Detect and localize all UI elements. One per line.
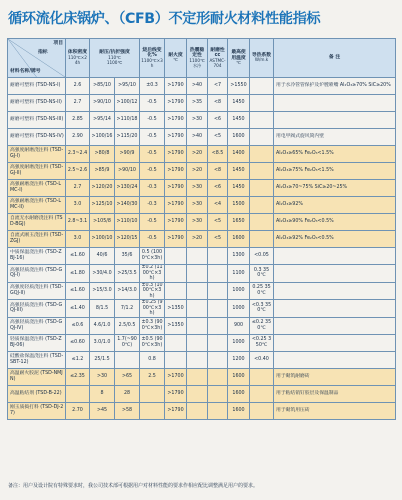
header-thermal-shock: 热震稳定性 1100℃水冷	[187, 39, 208, 78]
conductivity-cell	[250, 385, 274, 402]
refractoriness-cell	[165, 334, 187, 351]
conductivity-cell	[250, 197, 274, 214]
thermal-shock-cell: >30	[187, 180, 208, 197]
thermal-shock-cell: >20	[187, 231, 208, 248]
refractoriness-cell	[165, 351, 187, 368]
pcle-cell: -0.3	[140, 197, 165, 214]
header-material-name: 材料名称/牌号	[10, 69, 41, 75]
remark-cell: Al₂O₃≥92%	[274, 197, 396, 214]
table-row	[8, 265, 396, 283]
abrasion-cell: <8	[208, 163, 228, 180]
remark-cell: Al₂O₃≥65% Fe₂O₃<1.5%	[274, 146, 396, 163]
density-cell: 2.70	[66, 402, 90, 419]
density-cell: ≤2.35	[66, 368, 90, 385]
refractoriness-cell: >1790	[165, 385, 187, 402]
density-cell: ≤0.6	[66, 317, 90, 334]
strength-110-cell: >105/8	[90, 214, 115, 231]
thermal-shock-cell: >30	[187, 214, 208, 231]
remark-cell	[274, 112, 396, 129]
table-row	[8, 163, 396, 180]
thermal-shock-cell: >30	[187, 197, 208, 214]
refractoriness-cell: >1790	[165, 180, 187, 197]
table-row	[8, 317, 396, 334]
conductivity-cell: 0.3 350℃	[250, 265, 274, 283]
conductivity-cell	[250, 231, 274, 248]
refractoriness-cell: >1700	[165, 368, 187, 385]
page-title: 循环流化床锅炉、（CFB）不定形耐火材料性能指标	[8, 11, 321, 27]
remark-cell	[274, 248, 396, 265]
strength-110-cell: >100/16	[90, 129, 115, 146]
remark-cell: 用电甲阀式旋风筒内壁	[274, 129, 396, 146]
conductivity-cell: <0.40	[250, 351, 274, 368]
strength-1100-cell: >90/10	[115, 163, 140, 180]
table-row	[8, 95, 396, 112]
conductivity-cell	[250, 180, 274, 197]
density-cell: 2.85	[66, 112, 90, 129]
pcle-cell: 2.5	[140, 368, 165, 385]
density-cell: 2.90	[66, 129, 90, 146]
footer-note: 备注：用户及设计院有特殊要求时，我公司技术部可根据用户对材料性能的要求作相应配比调整满足用户的要求。	[8, 483, 259, 489]
pcle-cell: ±0.25 (900℃×3h)	[141, 300, 163, 317]
pcle-cell: -0.5	[140, 163, 165, 180]
max-temp-cell: 1450	[228, 95, 250, 112]
strength-1100-cell: 2.5/0.5	[115, 317, 140, 334]
table-row	[8, 334, 396, 351]
remark-cell	[274, 300, 396, 318]
abrasion-cell: <5	[208, 231, 228, 248]
abrasion-cell	[208, 334, 228, 351]
thermal-shock-cell	[187, 334, 208, 351]
header-max-temp: 最高使用温度 ℃	[228, 39, 250, 78]
thermal-shock-cell	[187, 385, 208, 402]
remark-cell	[274, 95, 396, 112]
density-cell: 3.0	[66, 231, 90, 248]
material-name-cell: 耐磨可塑料 (TSD-NS-III)	[8, 112, 66, 129]
thermal-shock-cell: >40	[187, 78, 208, 95]
material-name-cell: 高强轻质浇注料 (TSD-GQJ-III)	[8, 300, 66, 318]
abrasion-cell: <8.5	[208, 146, 228, 163]
material-name-cell: 硅酸盐保温浇注料 (TSD-SBT-12)	[8, 351, 66, 368]
remark-cell: Al₂O₃≥92% Fe₂O₃<0.5%	[274, 231, 396, 248]
max-temp-cell: 1300	[228, 248, 250, 265]
refractoriness-cell: >1350	[165, 317, 187, 334]
remark-cell: 用于砌筑耐磨砖	[274, 368, 396, 385]
material-name-cell: 中质保温浇注料 (TSD-ZBJ-16)	[8, 248, 66, 265]
abrasion-cell	[208, 248, 228, 265]
thermal-shock-cell	[187, 351, 208, 368]
material-name-cell: 轻质保温浇注料 (TSD-ZBJ-06)	[8, 334, 66, 351]
header-density: 体积密度 110℃×24h	[66, 39, 90, 78]
pcle-cell: -0.5	[140, 214, 165, 231]
pcle-cell: ±0.5 (900℃×3h)	[140, 334, 165, 351]
strength-110-cell: 8	[90, 385, 115, 402]
refractoriness-cell: >1790	[165, 163, 187, 180]
thermal-shock-cell: >35	[187, 95, 208, 112]
thermal-shock-cell: >20	[187, 163, 208, 180]
thermal-shock-cell	[187, 317, 208, 334]
table-row	[8, 214, 396, 231]
conductivity-cell: 0.25 350℃	[250, 282, 274, 300]
conductivity-cell: <0.05	[250, 248, 274, 265]
pcle-cell: -0.5	[140, 95, 165, 112]
pcle-cell: 0.8	[140, 351, 165, 368]
header-index: 指标	[38, 50, 48, 55]
strength-1100-cell: >25/3.5	[115, 265, 140, 283]
thermal-shock-cell: >20	[187, 146, 208, 163]
material-name-cell: 自流无水耐磨浇注料 (TSD-BGJ)	[8, 214, 66, 231]
thermal-shock-cell: >30	[187, 112, 208, 129]
strength-1100-cell: >65	[115, 368, 140, 385]
strength-1100-cell: >90/9	[115, 146, 140, 163]
thermal-shock-cell	[187, 368, 208, 385]
thermal-shock-cell	[187, 282, 208, 300]
strength-110-cell: >15/3.0	[90, 282, 115, 300]
abrasion-cell: <5	[208, 129, 228, 146]
pcle-cell: -0.5	[140, 112, 165, 129]
table-row	[8, 385, 396, 402]
strength-1100-cell: 28	[115, 385, 140, 402]
refractoriness-cell: >1790	[165, 129, 187, 146]
header-remarks: 备 注	[274, 39, 396, 78]
conductivity-cell	[250, 78, 274, 95]
strength-1100-cell: >140/30	[115, 197, 140, 214]
pcle-cell: -0.5	[140, 231, 165, 248]
header-pcle: 烧后线变化% 1100℃×3h	[140, 39, 165, 78]
table-row	[8, 78, 396, 95]
strength-110-cell: >125/10	[90, 197, 115, 214]
abrasion-cell	[208, 402, 228, 419]
density-cell: ≤1.2	[66, 351, 90, 368]
conductivity-cell: <0.3 350℃	[250, 300, 274, 318]
max-temp-cell: 1600	[228, 402, 250, 419]
abrasion-cell: <5	[208, 214, 228, 231]
max-temp-cell: 1600	[228, 368, 250, 385]
table-row	[8, 146, 396, 163]
thermal-shock-cell: >40	[187, 129, 208, 146]
density-cell: 2.8~3.1	[66, 214, 90, 231]
conductivity-cell	[250, 112, 274, 129]
strength-110-cell: >80/8	[90, 146, 115, 163]
conductivity-cell	[250, 129, 274, 146]
header-corner	[8, 39, 66, 78]
strength-110-cell: >85/10	[90, 78, 115, 95]
material-name-cell: 高强轻质浇注料 (TSD-GQJ-IV)	[8, 317, 66, 334]
strength-1100-cell: 7/1.2	[115, 300, 140, 318]
header-strength: 耐压/抗折强度 110℃ 1100℃	[90, 39, 140, 78]
refractoriness-cell: >1790	[165, 112, 187, 129]
pcle-cell	[140, 385, 165, 402]
header-refractoriness: 耐火度 ℃	[165, 39, 187, 78]
material-name-cell: 高温耐火胶泥 (TSD-NMJN)	[8, 368, 66, 385]
table-row	[8, 231, 396, 248]
max-temp-cell: 1500	[228, 197, 250, 214]
conductivity-cell: ≤0.2 350℃	[250, 317, 274, 334]
conductivity-cell: <0.25 350℃	[250, 334, 274, 351]
thermal-shock-cell	[187, 300, 208, 318]
table-row	[8, 300, 396, 318]
material-name-cell: 高强度轻质浇注料 (TSD-GQJ-II)	[8, 282, 66, 300]
max-temp-cell: 1000	[228, 334, 250, 351]
strength-1100-cell: >115/20	[115, 129, 140, 146]
abrasion-cell	[208, 385, 228, 402]
strength-1100-cell: 1.7(~900℃)	[115, 334, 140, 351]
material-name-cell: 高强耐磨浇注料 (TSD-LMC-II)	[8, 197, 66, 214]
material-name-cell: 高强度耐磨浇注料 (TSD-GJ-I)	[8, 146, 66, 163]
table-row	[8, 197, 396, 214]
strength-1100-cell: >58	[115, 402, 140, 419]
abrasion-cell	[208, 282, 228, 300]
header-conductivity: 导热系数 W/m.k	[250, 39, 274, 78]
strength-110-cell: >90/10	[90, 95, 115, 112]
table-row	[8, 248, 396, 265]
refractoriness-cell	[165, 265, 187, 283]
abrasion-cell	[208, 265, 228, 283]
material-name-cell: 高强轻质浇注料 (TSD-GQJ-I)	[8, 265, 66, 283]
remark-cell	[274, 317, 396, 334]
material-name-cell: 高温粘结剂 (TSD-B-22)	[8, 385, 66, 402]
strength-110-cell: 8/1.5	[90, 300, 115, 318]
strength-1100-cell: 35/6	[115, 248, 140, 265]
remark-cell	[274, 334, 396, 351]
refractoriness-cell: >1790	[165, 402, 187, 419]
conductivity-cell	[250, 214, 274, 231]
pcle-cell: ±0.3	[140, 78, 165, 95]
strength-1100-cell: >110/10	[115, 214, 140, 231]
table-row	[8, 368, 396, 385]
density-cell: 2.7	[66, 180, 90, 197]
abrasion-cell: <8	[208, 95, 228, 112]
refractoriness-cell	[165, 282, 187, 300]
remark-cell: 用于粘结销钉胶层及保温制品	[274, 385, 396, 402]
abrasion-cell: <4	[208, 197, 228, 214]
strength-110-cell: 3.0/1.0	[90, 334, 115, 351]
conductivity-cell	[250, 368, 274, 385]
table-row	[8, 402, 396, 419]
max-temp-cell: >1550	[228, 78, 250, 95]
pcle-cell: ±0.3 (900℃×3h)	[140, 317, 165, 334]
table-row	[8, 180, 396, 197]
pcle-cell: -0.3	[140, 180, 165, 197]
pcle-cell: ±0.3 (1000℃×3h)	[141, 282, 163, 299]
strength-110-cell: >100/10	[90, 231, 115, 248]
abrasion-cell	[208, 317, 228, 334]
density-cell: ≤0.60	[66, 334, 90, 351]
refractoriness-cell: >1790	[165, 146, 187, 163]
abrasion-cell	[208, 368, 228, 385]
material-name-cell: 自流式刚玉浇注料 (TSD-ZGJ)	[8, 231, 66, 248]
remark-cell: Al₂O₃≥90% Fe₂O₃<0.5%	[274, 214, 396, 231]
remark-cell	[274, 351, 396, 368]
remark-cell: Al₂O₃≥70~75% SiC≥20~25%	[274, 180, 396, 197]
strength-1100-cell: >130/24	[115, 180, 140, 197]
conductivity-cell	[250, 95, 274, 112]
strength-110-cell: 40/6	[90, 248, 115, 265]
table-row	[8, 282, 396, 300]
remark-cell: 用于砌筑用压砖	[274, 402, 396, 419]
abrasion-cell	[208, 351, 228, 368]
material-name-cell: 耐磨可塑料 (TSD-NS-II)	[8, 95, 66, 112]
abrasion-cell: <6	[208, 180, 228, 197]
pcle-cell: -0.5	[140, 129, 165, 146]
pcle-cell: -0.5	[140, 146, 165, 163]
max-temp-cell: 1600	[228, 129, 250, 146]
conductivity-cell	[250, 402, 274, 419]
strength-110-cell: 4.6/1.0	[90, 317, 115, 334]
density-cell	[66, 385, 90, 402]
strength-110-cell: >45	[90, 402, 115, 419]
material-name-cell: 高强耐磨浇注料 (TSD-LMC-I)	[8, 180, 66, 197]
max-temp-cell: 1450	[228, 180, 250, 197]
header-abrasion: 耐磨性cc ASTMC-704	[208, 39, 228, 78]
strength-1100-cell: >110/18	[115, 112, 140, 129]
max-temp-cell: 1200	[228, 351, 250, 368]
refractoriness-cell: >1790	[165, 95, 187, 112]
material-name-cell: 高强度耐磨浇注料 (TSD-GJ-II)	[8, 163, 66, 180]
max-temp-cell: 1000	[228, 300, 250, 318]
conductivity-cell	[250, 146, 274, 163]
material-name-cell: 刚玉质捣打料 (TSD-DJ-27)	[8, 402, 66, 419]
density-cell: 2.3~2.4	[66, 146, 90, 163]
remark-cell	[274, 282, 396, 300]
material-name-cell: 耐磨可塑料 (TSD-NS-I)	[8, 78, 66, 95]
density-cell: ≤1.40	[66, 300, 90, 318]
abrasion-cell: <7	[208, 78, 228, 95]
strength-1100-cell: >100/12	[115, 95, 140, 112]
strength-110-cell: 25/1.5	[90, 351, 115, 368]
abrasion-cell: <6	[208, 112, 228, 129]
max-temp-cell: 1600	[228, 231, 250, 248]
strength-1100-cell: >14/3.0	[115, 282, 140, 300]
max-temp-cell: 1600	[228, 385, 250, 402]
thermal-shock-cell	[187, 265, 208, 283]
strength-110-cell: >30/4.0	[90, 265, 115, 283]
max-temp-cell: 1450	[228, 163, 250, 180]
max-temp-cell: 1650	[228, 214, 250, 231]
pcle-cell: ±0.2 (1100℃×3h)	[141, 265, 163, 282]
strength-1100-cell	[115, 351, 140, 368]
refractoriness-cell: >1790	[165, 231, 187, 248]
header-item: 项目	[53, 41, 63, 46]
remark-cell: 用于水冷管管保护及炉膛喷嘴 Al₂O₃≥70% SiC≥20%	[274, 78, 396, 95]
pcle-cell	[140, 402, 165, 419]
strength-1100-cell: >120/15	[115, 231, 140, 248]
density-cell: 2.7	[66, 95, 90, 112]
pcle-cell: 0.5 (1000℃×3h)	[140, 248, 165, 265]
thermal-shock-cell	[187, 248, 208, 265]
refractoriness-cell: >1790	[165, 197, 187, 214]
density-cell: 2.5~2.6	[66, 163, 90, 180]
max-temp-cell: 900	[228, 317, 250, 334]
table-row	[8, 112, 396, 129]
max-temp-cell: 1100	[228, 265, 250, 283]
remark-cell: Al₂O₃≥75% Fe₂O₃<1.5%	[274, 163, 396, 180]
refractoriness-cell: >1350	[165, 300, 187, 318]
refractoriness-cell: >1790	[165, 78, 187, 95]
density-cell: ≤1.60	[66, 282, 90, 300]
properties-table	[7, 38, 396, 420]
abrasion-cell	[208, 300, 228, 318]
strength-110-cell: >120/20	[90, 180, 115, 197]
strength-110-cell: >85/9	[90, 163, 115, 180]
density-cell: ≤1.80	[66, 265, 90, 283]
refractoriness-cell	[165, 248, 187, 265]
strength-110-cell: >95/14	[90, 112, 115, 129]
material-name-cell: 耐磨可塑料 (TSD-NS-IV)	[8, 129, 66, 146]
conductivity-cell	[250, 163, 274, 180]
density-cell: ≤1.60	[66, 248, 90, 265]
thermal-shock-cell	[187, 402, 208, 419]
strength-110-cell: >30	[90, 368, 115, 385]
strength-1100-cell: >95/10	[115, 78, 140, 95]
table-row	[8, 129, 396, 146]
max-temp-cell: 1400	[228, 146, 250, 163]
remark-cell	[274, 265, 396, 283]
density-cell: 2.6	[66, 78, 90, 95]
refractoriness-cell: >1790	[165, 214, 187, 231]
max-temp-cell: 1000	[228, 282, 250, 300]
table-row	[8, 351, 396, 368]
density-cell: 3.0	[66, 197, 90, 214]
max-temp-cell: 1450	[228, 112, 250, 129]
